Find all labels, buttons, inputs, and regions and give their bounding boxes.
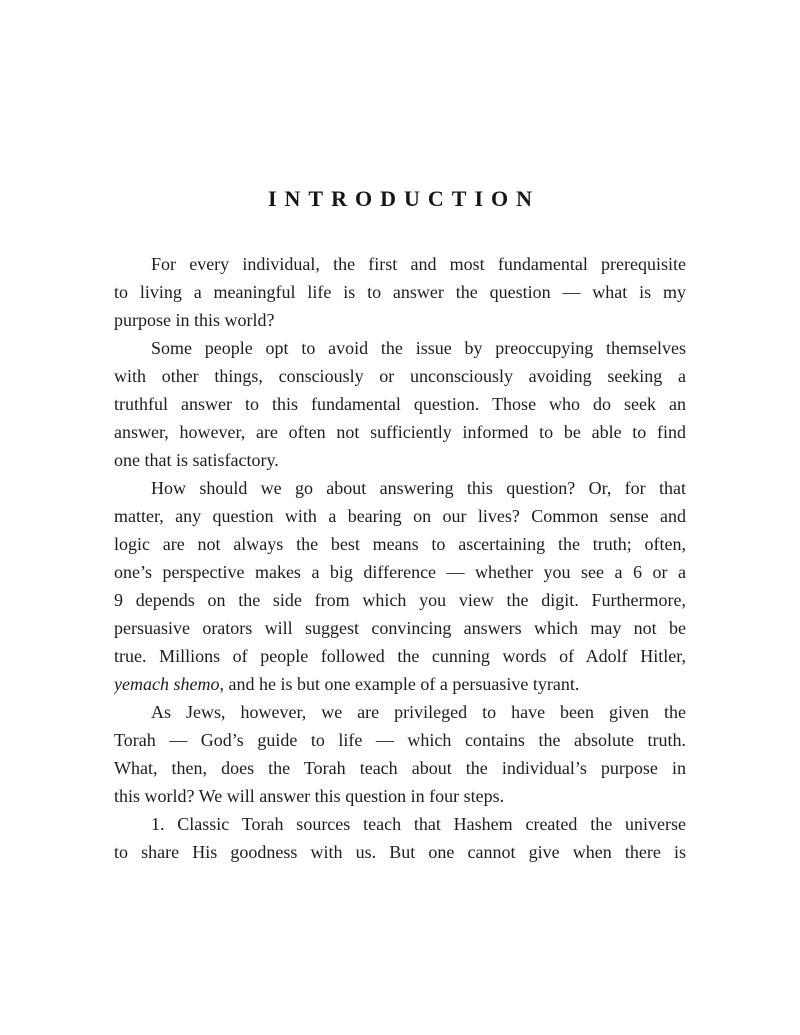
text-line: with other things, consciously or unconsciously avoiding seeking a xyxy=(114,366,686,386)
text-line: logic are not always the best means to ascertaining the truth; often, xyxy=(114,534,686,554)
italic-phrase: yemach shemo xyxy=(114,674,220,694)
text-line: truthful answer to this fundamental question. Those who do seek an xyxy=(114,394,686,414)
text-line: true. Millions of people followed the cunning words of Adolf Hitler, xyxy=(114,646,686,666)
text-line: As Jews, however, we are privileged to have been given the xyxy=(151,702,686,722)
text-line: Some people opt to avoid the issue by preoccupying themselves xyxy=(151,338,686,358)
text-line: yemach shemo, and he is but one example of a persuasive tyrant. xyxy=(114,674,580,694)
text-line: 1. Classic Torah sources teach that Hashem created the universe xyxy=(151,814,686,834)
text-line: matter, any question with a bearing on our lives? Common sense and xyxy=(114,506,686,526)
text-line: Torah — God’s guide to life — which contains the absolute truth. xyxy=(114,730,686,750)
body-text xyxy=(114,250,686,866)
text-line: 9 depends on the side from which you view the digit. Furthermore, xyxy=(114,590,686,610)
text-line: How should we go about answering this question? Or, for that xyxy=(151,478,686,498)
text-line: one’s perspective makes a big difference — whether you see a 6 or a xyxy=(114,562,686,582)
text-line: For every individual, the first and most fundamental prerequisite xyxy=(151,254,686,274)
text-line: this world? We will answer this question in four steps. xyxy=(114,786,505,806)
text-line: purpose in this world? xyxy=(114,310,275,330)
text-line: persuasive orators will suggest convincing answers which may not be xyxy=(114,618,686,638)
text-line: to share His goodness with us. But one cannot give when there is xyxy=(114,842,686,862)
chapter-title: INTRODUCTION xyxy=(267,186,541,211)
text-line: to living a meaningful life is to answer the question — what is my xyxy=(114,282,686,302)
text-line: one that is satisfactory. xyxy=(114,450,279,470)
text-line: What, then, does the Torah teach about the individual’s purpose in xyxy=(114,758,686,778)
text-line: answer, however, are often not sufficiently informed to be able to find xyxy=(114,422,686,442)
